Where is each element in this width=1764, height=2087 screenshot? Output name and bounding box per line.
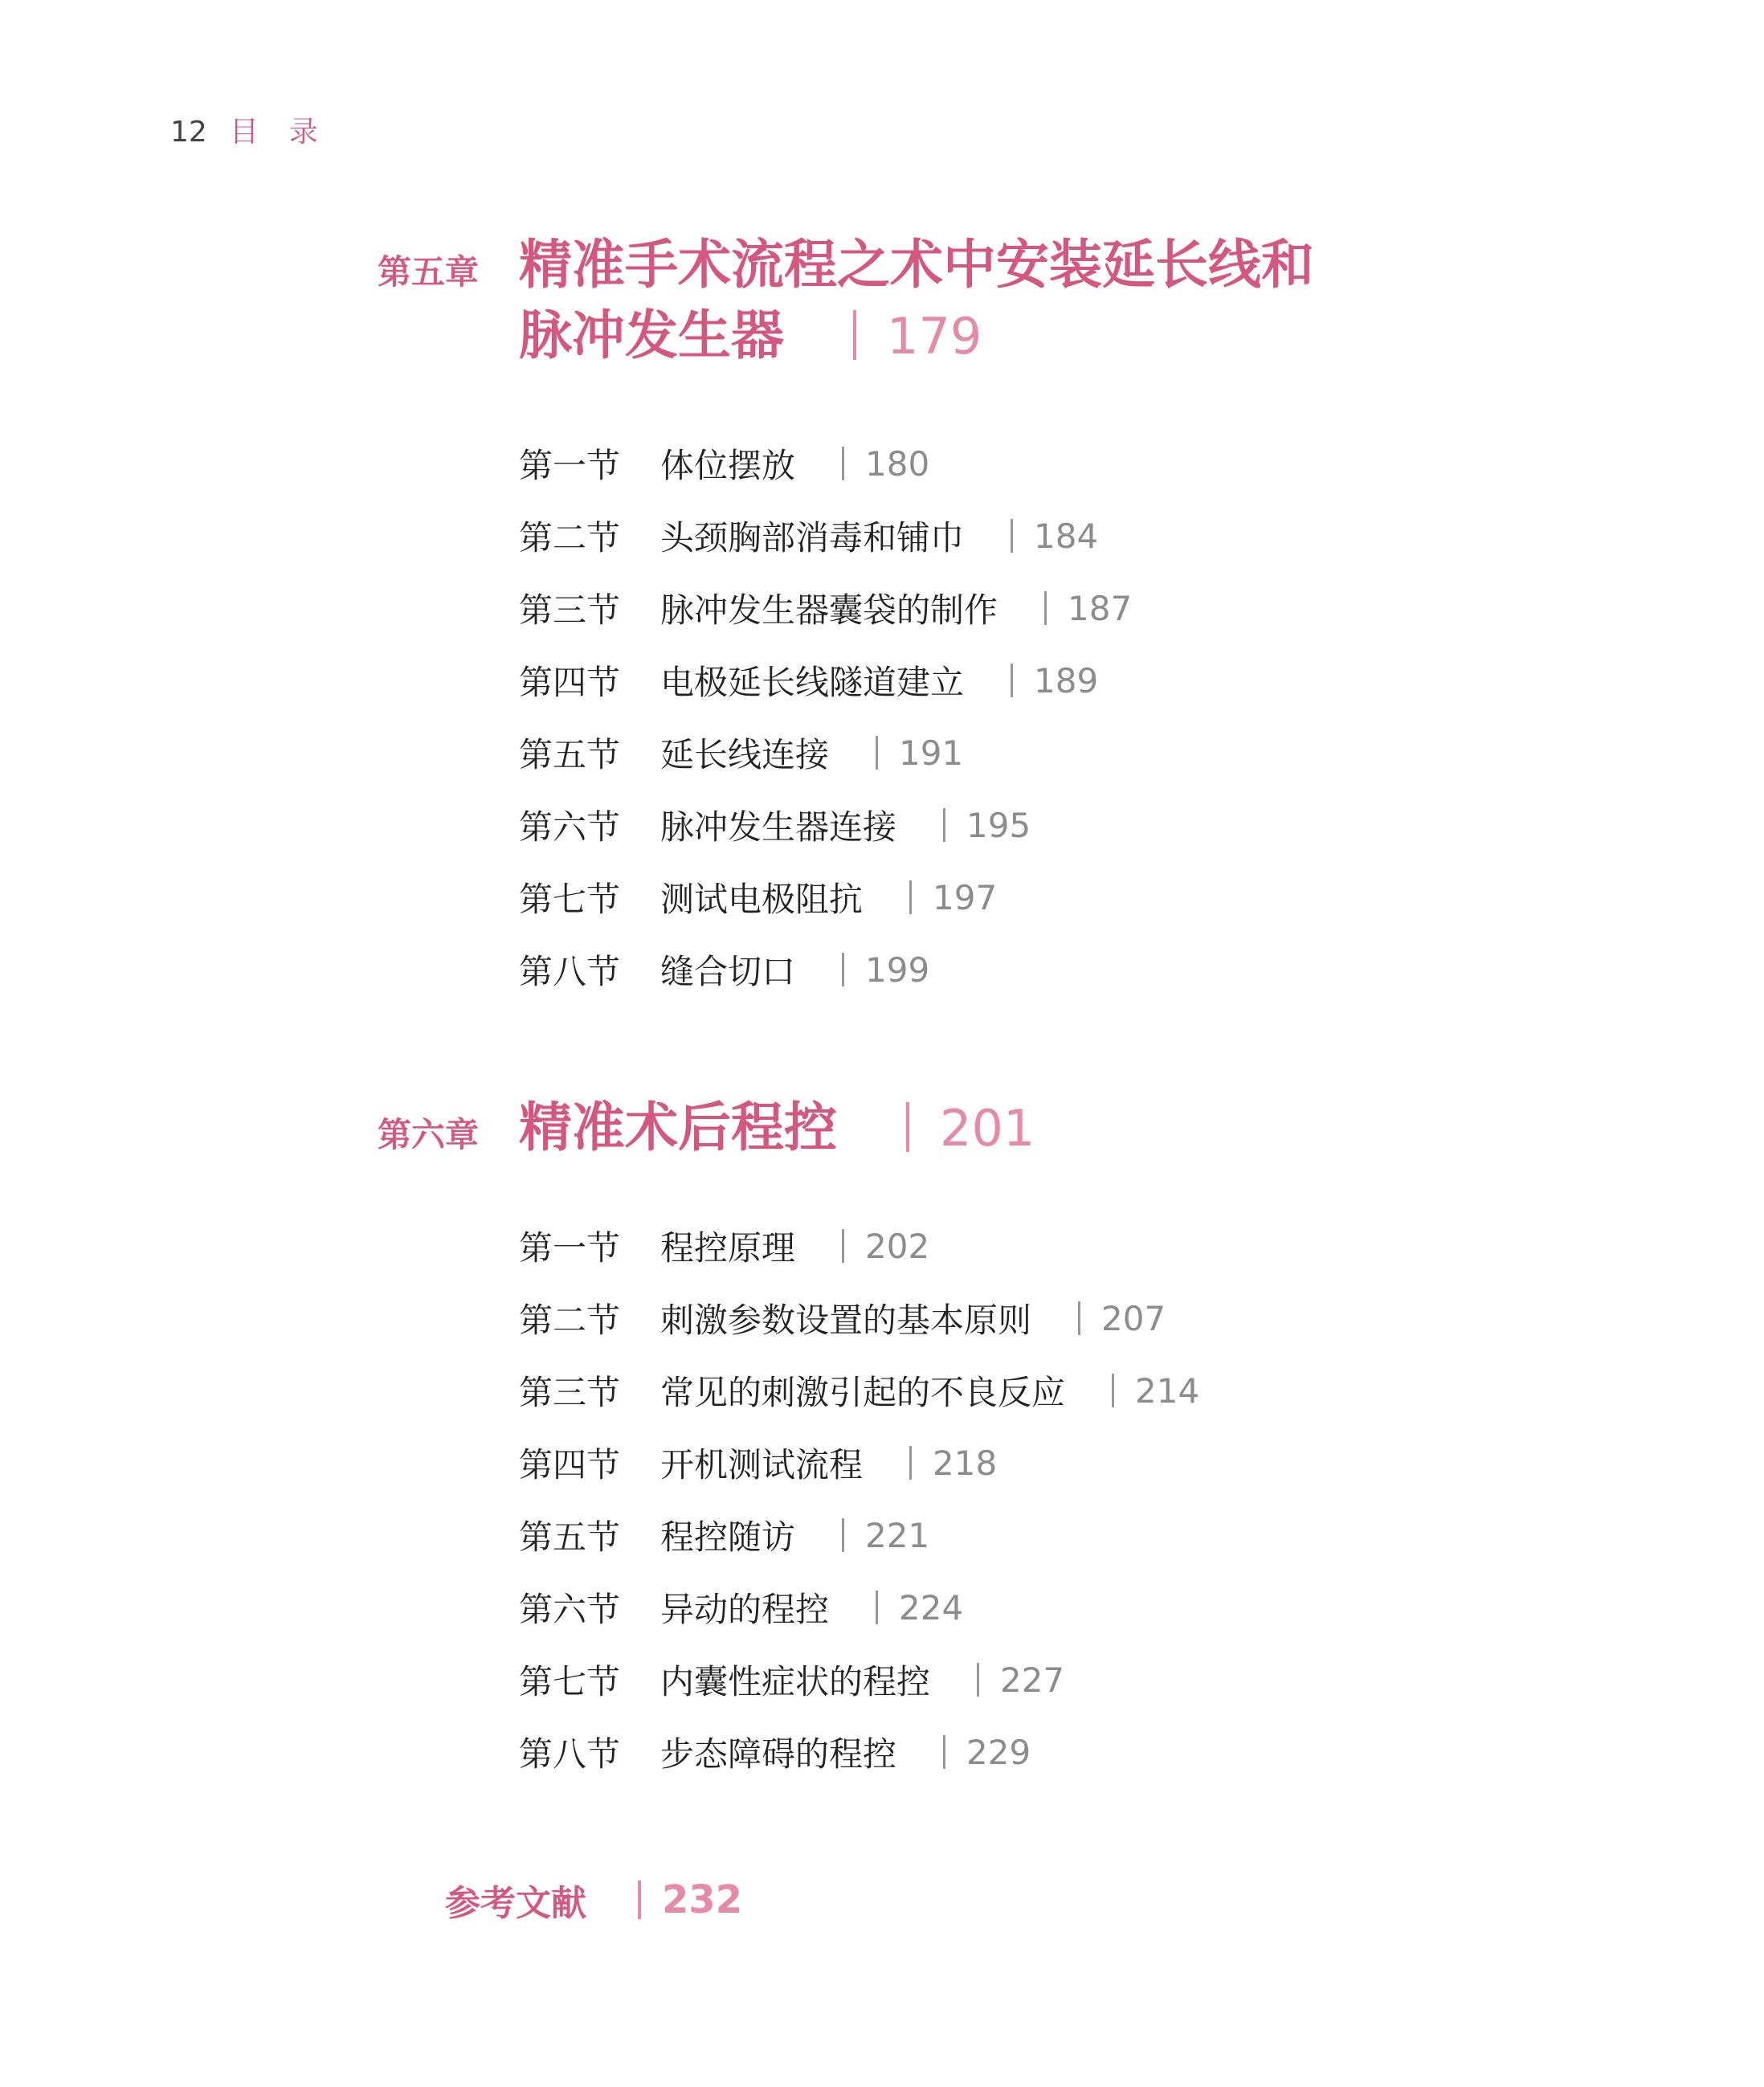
section-title: 电极延长线隧道建立	[660, 663, 965, 702]
section-page-divider	[1044, 591, 1047, 625]
section-title: 缝合切口	[660, 952, 796, 991]
section-number: 第一节	[519, 446, 621, 485]
section-title: 步态障碍的程控	[660, 1734, 897, 1774]
section-page: 227	[1000, 1660, 1065, 1700]
section-number: 第五节	[519, 735, 621, 774]
chapter-page-divider	[906, 1102, 909, 1152]
chapter-title-line1: 精准术后程控	[519, 1097, 837, 1158]
section-page: 218	[933, 1443, 998, 1483]
section-title: 程控原理	[660, 1228, 796, 1268]
chapter-label: 第六章	[378, 1115, 480, 1154]
section-page: 207	[1101, 1298, 1166, 1338]
chapter-title-line1: 精准手术流程之术中安装延长线和	[519, 234, 1314, 296]
section-number: 第二节	[519, 1301, 621, 1340]
section-title: 程控随访	[660, 1517, 796, 1557]
section-page-divider	[842, 1518, 844, 1552]
section-page: 202	[865, 1226, 930, 1266]
section-page-divider	[1011, 519, 1013, 553]
section-number: 第三节	[519, 1373, 621, 1412]
section-item[interactable]	[519, 789, 1132, 861]
section-item[interactable]	[519, 861, 1132, 933]
section-item[interactable]	[519, 1571, 1199, 1644]
section-number: 第五节	[519, 1517, 621, 1557]
section-title: 开机测试流程	[660, 1445, 864, 1485]
chapter-page: 201	[940, 1099, 1035, 1158]
section-page: 197	[933, 877, 998, 917]
references-label: 参考文献	[445, 1883, 586, 1924]
section-page: 189	[1034, 660, 1099, 700]
section-page-divider	[842, 447, 844, 480]
chapter-page: 179	[887, 307, 982, 366]
header-label: 目录	[229, 116, 349, 149]
section-number: 第八节	[519, 952, 621, 991]
section-page-divider	[1011, 664, 1013, 697]
section-page: 187	[1068, 588, 1133, 628]
section-page: 224	[899, 1587, 964, 1628]
section-page-divider	[943, 1735, 945, 1769]
section-item[interactable]	[519, 644, 1132, 717]
section-page-divider	[1078, 1301, 1080, 1335]
section-page-divider	[876, 736, 878, 770]
chapter-title[interactable]	[519, 1093, 1035, 1164]
section-number: 第七节	[519, 880, 621, 919]
section-page-divider	[842, 1229, 844, 1263]
section-item[interactable]	[519, 500, 1132, 572]
section-number: 第四节	[519, 663, 621, 702]
section-item[interactable]	[519, 1354, 1199, 1427]
section-item[interactable]	[519, 427, 1132, 500]
section-title: 脉冲发生器囊袋的制作	[660, 590, 998, 630]
section-item[interactable]	[519, 933, 1132, 1006]
section-page: 221	[865, 1515, 930, 1555]
section-title: 头颈胸部消毒和铺巾	[660, 518, 965, 557]
section-page-divider	[943, 808, 945, 842]
references-entry[interactable]	[445, 1872, 742, 1928]
section-title: 延长线连接	[660, 735, 830, 774]
section-page: 195	[966, 805, 1031, 845]
section-item[interactable]	[519, 1210, 1199, 1282]
section-number: 第六节	[519, 1590, 621, 1629]
section-number: 第一节	[519, 1228, 621, 1268]
section-title: 内囊性症状的程控	[660, 1662, 931, 1701]
section-number: 第八节	[519, 1734, 621, 1774]
section-page: 199	[865, 950, 930, 990]
section-title: 体位摆放	[660, 446, 796, 485]
chapter-title[interactable]	[519, 230, 1314, 372]
section-title: 刺激参数设置的基本原则	[660, 1301, 1032, 1340]
section-item[interactable]	[519, 1499, 1199, 1571]
chapter-label: 第五章	[378, 252, 480, 292]
section-page-divider	[909, 1446, 912, 1480]
section-number: 第六节	[519, 807, 621, 847]
section-page: 191	[899, 733, 964, 773]
section-page: 214	[1135, 1370, 1200, 1411]
section-number: 第四节	[519, 1445, 621, 1485]
section-title: 测试电极阻抗	[660, 880, 864, 919]
section-item[interactable]	[519, 1427, 1199, 1499]
section-item[interactable]	[519, 572, 1132, 644]
section-list	[519, 427, 1132, 1006]
references-page-divider	[638, 1881, 641, 1919]
section-item[interactable]	[519, 1282, 1199, 1354]
chapter-title-line2-row	[519, 300, 1314, 372]
section-number: 第七节	[519, 1662, 621, 1701]
chapter-page-divider	[853, 310, 856, 360]
section-page: 184	[1034, 516, 1099, 556]
section-item[interactable]	[519, 1716, 1199, 1788]
section-title: 常见的刺激引起的不良反应	[660, 1373, 1066, 1412]
running-header	[170, 109, 349, 149]
section-title: 脉冲发生器连接	[660, 807, 897, 847]
section-page-divider	[842, 953, 844, 986]
section-list	[519, 1210, 1199, 1788]
section-page-divider	[909, 880, 912, 914]
section-page: 180	[865, 443, 930, 484]
section-item[interactable]	[519, 1644, 1199, 1716]
section-title: 异动的程控	[660, 1590, 830, 1629]
page-number: 12	[170, 116, 207, 149]
section-number: 第二节	[519, 518, 621, 557]
section-page-divider	[876, 1591, 878, 1624]
chapter-title-line2: 脉冲发生器	[519, 304, 784, 366]
section-page: 229	[966, 1732, 1031, 1772]
section-item[interactable]	[519, 717, 1132, 789]
section-page-divider	[977, 1663, 979, 1697]
references-page: 232	[662, 1877, 743, 1922]
section-number: 第三节	[519, 590, 621, 630]
section-page-divider	[1112, 1374, 1114, 1407]
